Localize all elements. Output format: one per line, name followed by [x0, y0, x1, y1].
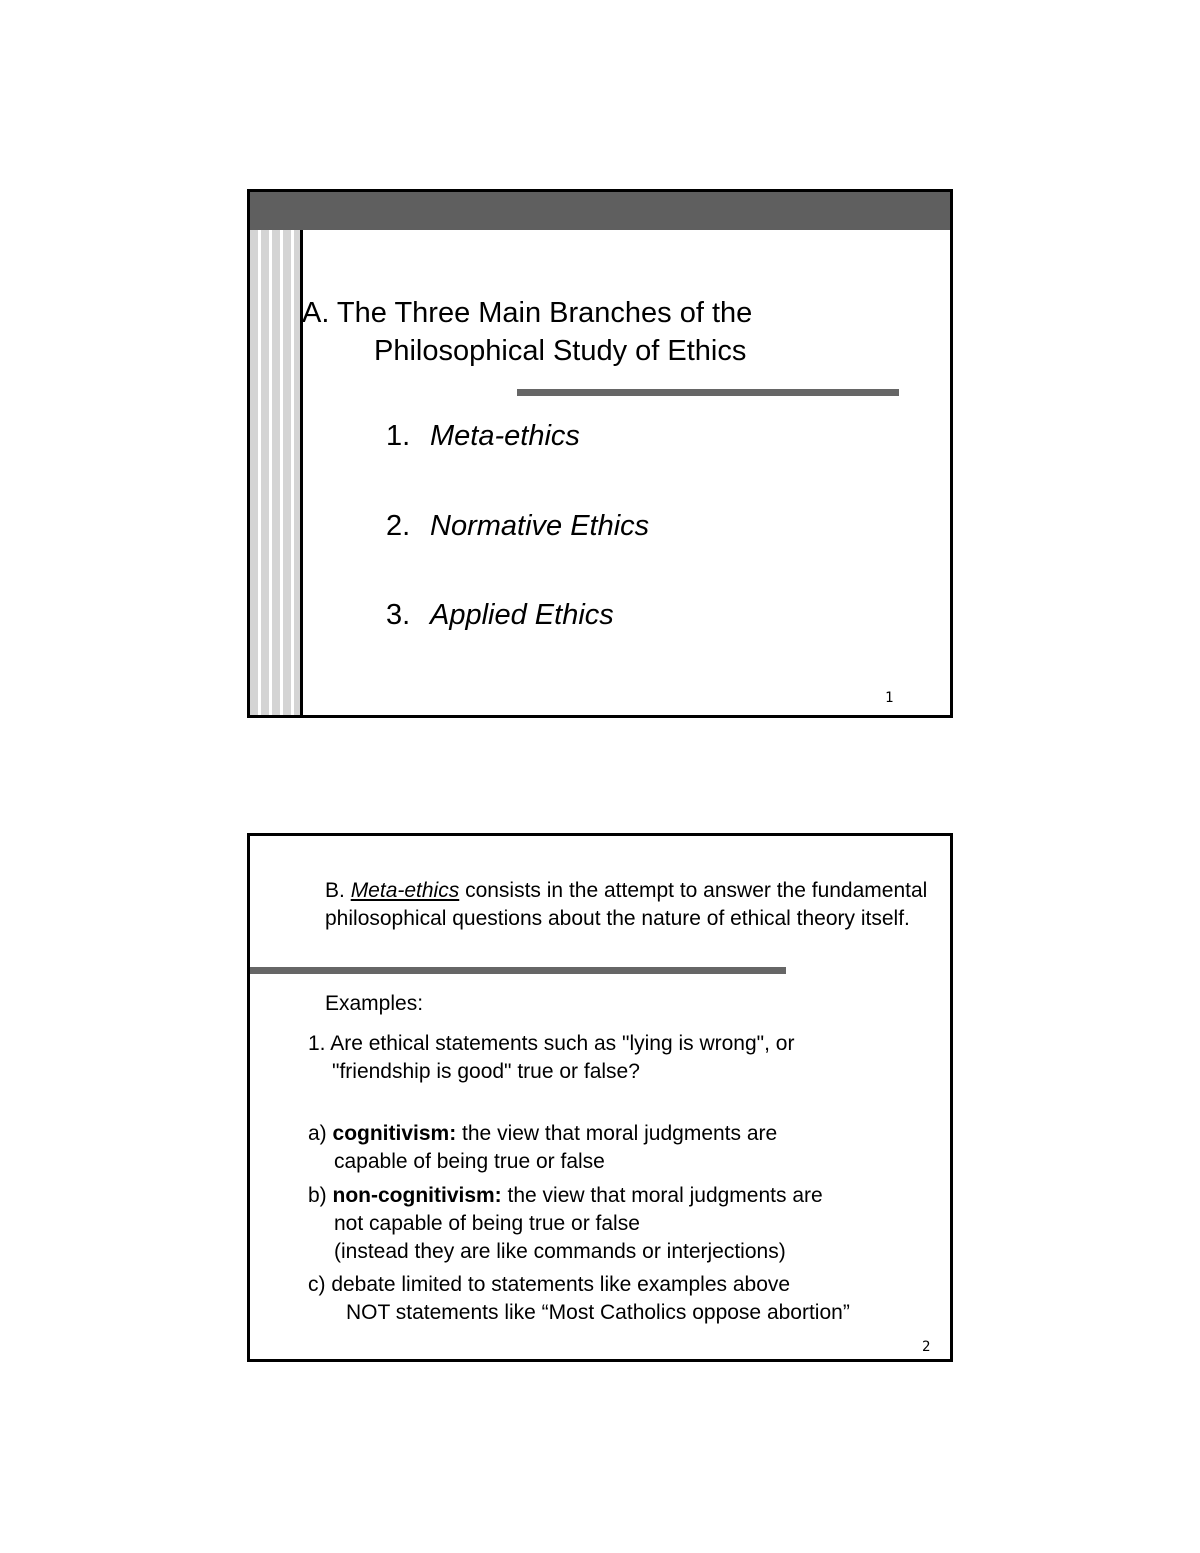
branch-item — [386, 418, 580, 454]
branch-name: Applied Ethics — [430, 599, 614, 631]
item-b-marker: b) — [308, 1184, 333, 1207]
slide-page-number: 1 — [885, 690, 894, 706]
examples-label: Examples: — [325, 992, 424, 1015]
branch-item — [386, 508, 649, 544]
item-non-cognitivism — [308, 1182, 823, 1266]
item-debate-limits — [308, 1271, 850, 1327]
title-underline-bar — [517, 389, 899, 396]
question-1 — [308, 1030, 794, 1086]
item-a-text: the view that moral judgments are — [456, 1122, 778, 1145]
item-cognitivism — [308, 1120, 777, 1176]
slide-page-number: 2 — [922, 1339, 931, 1355]
item-b-line-2: not capable of being true or false — [334, 1212, 640, 1235]
branch-number: 3. — [386, 599, 411, 631]
section-divider-bar — [250, 967, 786, 974]
question-1-line-2: "friendship is good" true or false? — [332, 1060, 640, 1083]
slide-header-bar — [250, 192, 950, 230]
branch-name: Meta-ethics — [430, 420, 580, 452]
branch-number: 1. — [386, 420, 411, 452]
item-a-marker: a) — [308, 1122, 333, 1145]
slide-title-line-1: A. The Three Main Branches of the — [302, 297, 753, 329]
slide-2 — [247, 833, 953, 1362]
question-1-line-1: 1. Are ethical statements such as "lying is wrong", or — [308, 1032, 795, 1055]
non-cognitivism-term: non-cognitivism: — [332, 1184, 502, 1207]
item-b-line-3: (instead they are like commands or interjections) — [334, 1240, 786, 1263]
item-c-line-1: c) debate limited to statements like examples above — [308, 1273, 791, 1296]
branch-item — [386, 597, 614, 633]
meta-ethics-definition — [325, 877, 935, 933]
slide-title — [302, 294, 752, 370]
intro-rest: consists in the attempt to answer the fundamental philosophical questions about the nature of ethical theory itself. — [325, 879, 928, 930]
slide-title-line-2: Philosophical Study of Ethics — [374, 335, 747, 367]
slide-1 — [247, 189, 953, 718]
cognitivism-term: cognitivism: — [332, 1122, 457, 1145]
branch-number: 2. — [386, 510, 411, 542]
decorative-stripes — [250, 230, 300, 715]
intro-prefix: B. — [325, 879, 351, 902]
item-c-line-2: NOT statements like “Most Catholics oppose abortion” — [346, 1301, 850, 1324]
item-b-text: the view that moral judgments are — [501, 1184, 823, 1207]
item-a-line-2: capable of being true or false — [334, 1150, 605, 1173]
branch-name: Normative Ethics — [430, 510, 650, 542]
meta-ethics-term: Meta-ethics — [350, 879, 460, 902]
